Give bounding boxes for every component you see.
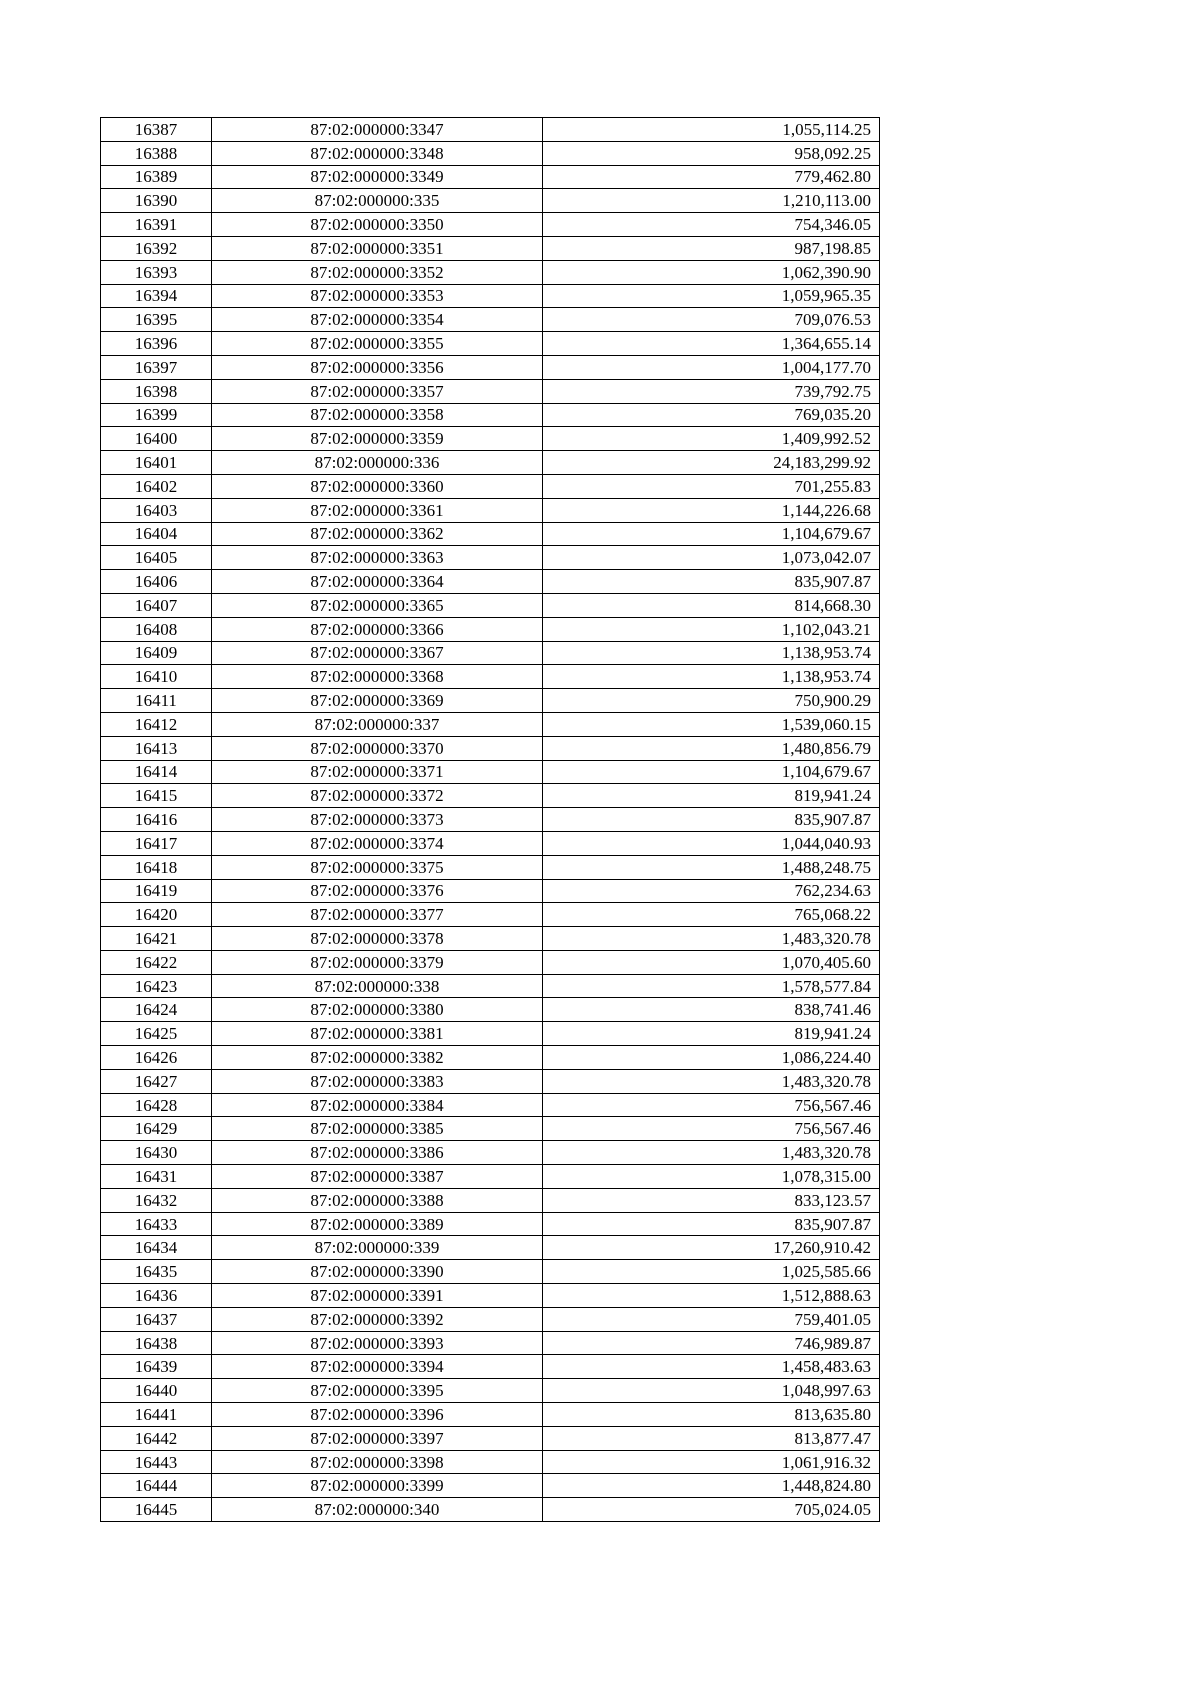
cadastral-number-cell: 87:02:000000:3359 [212,427,543,451]
value-cell: 1,539,060.15 [543,712,880,736]
value-cell: 750,900.29 [543,689,880,713]
cadastral-number-cell: 87:02:000000:339 [212,1236,543,1260]
value-cell: 819,941.24 [543,784,880,808]
value-cell: 1,048,997.63 [543,1379,880,1403]
row-number-cell: 16420 [101,903,212,927]
value-cell: 958,092.25 [543,141,880,165]
table-row [101,1403,880,1427]
row-number-cell: 16442 [101,1426,212,1450]
cadastral-number-cell: 87:02:000000:3350 [212,213,543,237]
cadastral-number-cell: 87:02:000000:3348 [212,141,543,165]
table-row [101,1284,880,1308]
cadastral-number-cell: 87:02:000000:3392 [212,1307,543,1331]
value-cell: 701,255.83 [543,474,880,498]
row-number-cell: 16396 [101,332,212,356]
table-row [101,189,880,213]
value-cell: 1,144,226.68 [543,498,880,522]
table-row [101,1022,880,1046]
row-number-cell: 16444 [101,1474,212,1498]
table-row [101,451,880,475]
table-row [101,760,880,784]
row-number-cell: 16429 [101,1117,212,1141]
cadastral-number-cell: 87:02:000000:3382 [212,1046,543,1070]
row-number-cell: 16406 [101,570,212,594]
value-cell: 1,448,824.80 [543,1474,880,1498]
cadastral-number-cell: 87:02:000000:3375 [212,855,543,879]
cadastral-number-cell: 87:02:000000:3378 [212,927,543,951]
row-number-cell: 16394 [101,284,212,308]
row-number-cell: 16401 [101,451,212,475]
table-row [101,927,880,951]
table-row [101,974,880,998]
row-number-cell: 16423 [101,974,212,998]
row-number-cell: 16415 [101,784,212,808]
row-number-cell: 16437 [101,1307,212,1331]
row-number-cell: 16443 [101,1450,212,1474]
row-number-cell: 16404 [101,522,212,546]
table-row [101,546,880,570]
value-cell: 813,877.47 [543,1426,880,1450]
table-row [101,903,880,927]
cadastral-number-cell: 87:02:000000:3390 [212,1260,543,1284]
value-cell: 1,138,953.74 [543,665,880,689]
row-number-cell: 16388 [101,141,212,165]
cadastral-number-cell: 87:02:000000:3358 [212,403,543,427]
table-row [101,403,880,427]
table-row [101,284,880,308]
table-row [101,474,880,498]
row-number-cell: 16411 [101,689,212,713]
value-cell: 779,462.80 [543,165,880,189]
cadastral-number-cell: 87:02:000000:3389 [212,1212,543,1236]
cadastral-number-cell: 87:02:000000:3367 [212,641,543,665]
cadastral-number-cell: 87:02:000000:3377 [212,903,543,927]
table-row [101,236,880,260]
value-cell: 765,068.22 [543,903,880,927]
table-row [101,1474,880,1498]
cadastral-number-cell: 87:02:000000:3351 [212,236,543,260]
value-cell: 1,055,114.25 [543,118,880,142]
table-row [101,1165,880,1189]
row-number-cell: 16412 [101,712,212,736]
value-cell: 1,062,390.90 [543,260,880,284]
value-cell: 1,044,040.93 [543,831,880,855]
value-cell: 987,198.85 [543,236,880,260]
row-number-cell: 16428 [101,1093,212,1117]
value-cell: 1,102,043.21 [543,617,880,641]
value-cell: 762,234.63 [543,879,880,903]
table-row [101,308,880,332]
row-number-cell: 16387 [101,118,212,142]
cadastral-number-cell: 87:02:000000:3394 [212,1355,543,1379]
table-row [101,1069,880,1093]
cadastral-number-cell: 87:02:000000:3391 [212,1284,543,1308]
row-number-cell: 16410 [101,665,212,689]
table-row [101,1307,880,1331]
value-cell: 838,741.46 [543,998,880,1022]
row-number-cell: 16402 [101,474,212,498]
table-row [101,1260,880,1284]
table-row [101,1188,880,1212]
table-row [101,355,880,379]
value-cell: 754,346.05 [543,213,880,237]
cadastral-number-cell: 87:02:000000:3379 [212,950,543,974]
row-number-cell: 16424 [101,998,212,1022]
value-cell: 756,567.46 [543,1117,880,1141]
row-number-cell: 16421 [101,927,212,951]
value-cell: 1,480,856.79 [543,736,880,760]
value-cell: 1,138,953.74 [543,641,880,665]
value-cell: 819,941.24 [543,1022,880,1046]
value-cell: 746,989.87 [543,1331,880,1355]
row-number-cell: 16400 [101,427,212,451]
cadastral-number-cell: 87:02:000000:3352 [212,260,543,284]
table-row [101,712,880,736]
value-cell: 709,076.53 [543,308,880,332]
value-cell: 1,210,113.00 [543,189,880,213]
table-row [101,1141,880,1165]
value-cell: 833,123.57 [543,1188,880,1212]
cadastral-number-cell: 87:02:000000:338 [212,974,543,998]
value-cell: 1,070,405.60 [543,950,880,974]
table-row [101,522,880,546]
cadastral-number-cell: 87:02:000000:3384 [212,1093,543,1117]
row-number-cell: 16414 [101,760,212,784]
value-cell: 1,086,224.40 [543,1046,880,1070]
cadastral-number-cell: 87:02:000000:3376 [212,879,543,903]
value-cell: 1,483,320.78 [543,1141,880,1165]
value-cell: 1,104,679.67 [543,760,880,784]
value-cell: 1,483,320.78 [543,927,880,951]
cadastral-number-cell: 87:02:000000:3396 [212,1403,543,1427]
table-row [101,1355,880,1379]
cadastral-number-cell: 87:02:000000:3387 [212,1165,543,1189]
row-number-cell: 16413 [101,736,212,760]
table-row [101,570,880,594]
table-row [101,1046,880,1070]
row-number-cell: 16427 [101,1069,212,1093]
cadastral-number-cell: 87:02:000000:3360 [212,474,543,498]
cadastral-number-cell: 87:02:000000:3355 [212,332,543,356]
row-number-cell: 16433 [101,1212,212,1236]
value-cell: 759,401.05 [543,1307,880,1331]
value-cell: 1,512,888.63 [543,1284,880,1308]
value-cell: 17,260,910.42 [543,1236,880,1260]
value-cell: 756,567.46 [543,1093,880,1117]
table-row [101,1093,880,1117]
cadastral-number-cell: 87:02:000000:3365 [212,593,543,617]
row-number-cell: 16445 [101,1498,212,1522]
table-row [101,260,880,284]
table-row [101,1331,880,1355]
cadastral-number-cell: 87:02:000000:3397 [212,1426,543,1450]
row-number-cell: 16399 [101,403,212,427]
value-cell: 1,004,177.70 [543,355,880,379]
cadastral-number-cell: 87:02:000000:335 [212,189,543,213]
value-cell: 1,488,248.75 [543,855,880,879]
value-cell: 835,907.87 [543,570,880,594]
cadastral-number-cell: 87:02:000000:3388 [212,1188,543,1212]
value-cell: 813,635.80 [543,1403,880,1427]
table-row [101,784,880,808]
cadastral-number-cell: 87:02:000000:3353 [212,284,543,308]
row-number-cell: 16408 [101,617,212,641]
table-row [101,808,880,832]
table-row [101,617,880,641]
row-number-cell: 16418 [101,855,212,879]
cadastral-number-cell: 87:02:000000:3349 [212,165,543,189]
cadastral-number-cell: 87:02:000000:3398 [212,1450,543,1474]
row-number-cell: 16407 [101,593,212,617]
value-cell: 769,035.20 [543,403,880,427]
cadastral-number-cell: 87:02:000000:3395 [212,1379,543,1403]
table-row [101,1117,880,1141]
value-cell: 1,409,992.52 [543,427,880,451]
table-row [101,950,880,974]
row-number-cell: 16416 [101,808,212,832]
table-row [101,332,880,356]
table-row [101,213,880,237]
cadastral-number-cell: 87:02:000000:3385 [212,1117,543,1141]
cadastral-number-cell: 87:02:000000:3399 [212,1474,543,1498]
table-row [101,665,880,689]
row-number-cell: 16395 [101,308,212,332]
row-number-cell: 16425 [101,1022,212,1046]
row-number-cell: 16409 [101,641,212,665]
row-number-cell: 16392 [101,236,212,260]
row-number-cell: 16417 [101,831,212,855]
table-row [101,998,880,1022]
row-number-cell: 16422 [101,950,212,974]
cadastral-number-cell: 87:02:000000:340 [212,1498,543,1522]
table-row [101,736,880,760]
cadastral-number-cell: 87:02:000000:3356 [212,355,543,379]
value-cell: 1,458,483.63 [543,1355,880,1379]
table-row [101,1426,880,1450]
row-number-cell: 16426 [101,1046,212,1070]
cadastral-number-cell: 87:02:000000:3363 [212,546,543,570]
value-cell: 1,061,916.32 [543,1450,880,1474]
value-cell: 1,104,679.67 [543,522,880,546]
cadastral-number-cell: 87:02:000000:3374 [212,831,543,855]
row-number-cell: 16389 [101,165,212,189]
row-number-cell: 16390 [101,189,212,213]
value-cell: 1,025,585.66 [543,1260,880,1284]
table-row [101,498,880,522]
cadastral-number-cell: 87:02:000000:3373 [212,808,543,832]
cadastral-number-cell: 87:02:000000:3368 [212,665,543,689]
row-number-cell: 16398 [101,379,212,403]
value-cell: 24,183,299.92 [543,451,880,475]
cadastral-number-cell: 87:02:000000:3370 [212,736,543,760]
cadastral-number-cell: 87:02:000000:3361 [212,498,543,522]
row-number-cell: 16405 [101,546,212,570]
row-number-cell: 16436 [101,1284,212,1308]
table-row [101,689,880,713]
value-cell: 1,364,655.14 [543,332,880,356]
cadastral-number-cell: 87:02:000000:336 [212,451,543,475]
value-cell: 1,073,042.07 [543,546,880,570]
table-row [101,1236,880,1260]
cadastral-number-cell: 87:02:000000:3362 [212,522,543,546]
cadastral-number-cell: 87:02:000000:3383 [212,1069,543,1093]
cadastral-number-cell: 87:02:000000:3381 [212,1022,543,1046]
row-number-cell: 16440 [101,1379,212,1403]
value-cell: 835,907.87 [543,808,880,832]
row-number-cell: 16391 [101,213,212,237]
row-number-cell: 16430 [101,1141,212,1165]
value-cell: 1,059,965.35 [543,284,880,308]
cadastral-number-cell: 87:02:000000:3347 [212,118,543,142]
value-cell: 1,578,577.84 [543,974,880,998]
row-number-cell: 16435 [101,1260,212,1284]
table-row [101,593,880,617]
value-cell: 814,668.30 [543,593,880,617]
cadastral-number-cell: 87:02:000000:3357 [212,379,543,403]
value-cell: 835,907.87 [543,1212,880,1236]
table-row [101,641,880,665]
cadastral-number-cell: 87:02:000000:3369 [212,689,543,713]
value-cell: 705,024.05 [543,1498,880,1522]
cadastral-number-cell: 87:02:000000:3354 [212,308,543,332]
table-row [101,1498,880,1522]
row-number-cell: 16431 [101,1165,212,1189]
table-row [101,1450,880,1474]
value-cell: 1,483,320.78 [543,1069,880,1093]
cadastral-number-cell: 87:02:000000:3393 [212,1331,543,1355]
table-row [101,831,880,855]
table-row [101,379,880,403]
row-number-cell: 16439 [101,1355,212,1379]
cadastral-number-cell: 87:02:000000:3366 [212,617,543,641]
table-body [101,118,880,1522]
row-number-cell: 16432 [101,1188,212,1212]
row-number-cell: 16403 [101,498,212,522]
table-row [101,427,880,451]
row-number-cell: 16434 [101,1236,212,1260]
table-row [101,118,880,142]
table-row [101,879,880,903]
table-row [101,1212,880,1236]
cadastral-number-cell: 87:02:000000:3386 [212,1141,543,1165]
data-table [100,117,880,1522]
row-number-cell: 16438 [101,1331,212,1355]
cadastral-number-cell: 87:02:000000:3364 [212,570,543,594]
value-cell: 1,078,315.00 [543,1165,880,1189]
table-row [101,1379,880,1403]
table-row [101,165,880,189]
value-cell: 739,792.75 [543,379,880,403]
row-number-cell: 16393 [101,260,212,284]
row-number-cell: 16419 [101,879,212,903]
cadastral-number-cell: 87:02:000000:3380 [212,998,543,1022]
cadastral-number-cell: 87:02:000000:3372 [212,784,543,808]
cadastral-number-cell: 87:02:000000:3371 [212,760,543,784]
table-row [101,855,880,879]
row-number-cell: 16397 [101,355,212,379]
table-row [101,141,880,165]
row-number-cell: 16441 [101,1403,212,1427]
cadastral-number-cell: 87:02:000000:337 [212,712,543,736]
